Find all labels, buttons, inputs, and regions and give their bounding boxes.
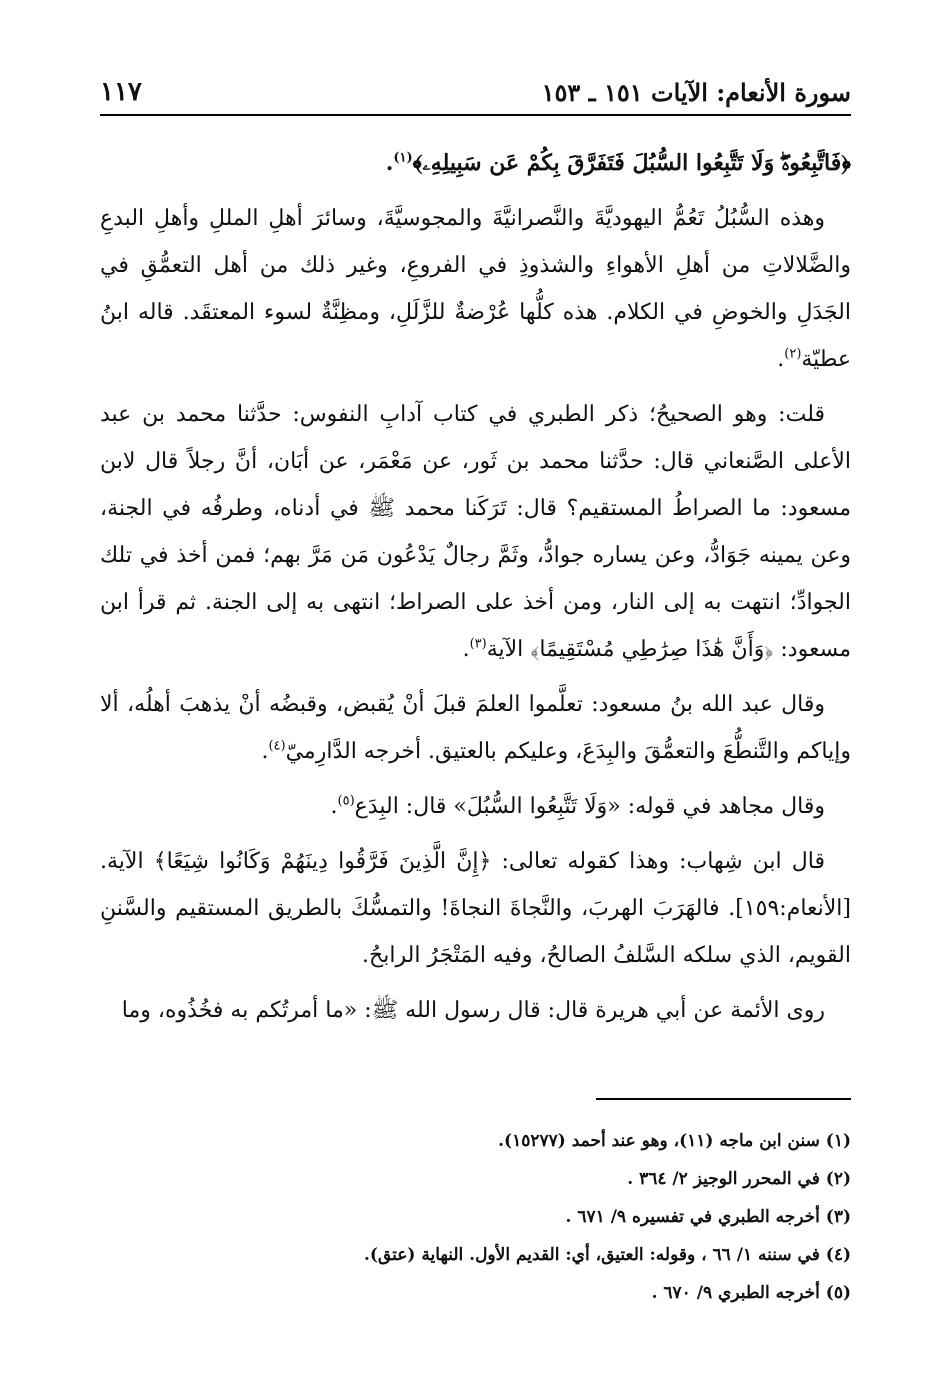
paragraph: وقال عبد الله بنُ مسعود: تعلَّموا العلمَ قبلَ أنْ يُقبض، وقبضُه أنْ يذهبَ أهلُه، ألا وإياكم والتَّنطُّعَ والتعمُّقَ والبِدَعَ، وعليكم بالعتيق. أخرجه الدَّارِميّ$^{(٤)}$. <box>100 692 851 764</box>
footnote: (٢) في المحرر الوجيز ٢/ ٣٦٤ . <box>627 1169 851 1189</box>
footnote-ref: (٤) <box>268 738 286 754</box>
footnote-ref: (٢) <box>784 346 802 362</box>
paragraph: قال ابن شِهاب: وهذا كقوله تعالى: ﴿إِنَّ الَّذِينَ فَرَّقُوا دِينَهُمْ وَكَانُوا شِيَعًا﴾ الآية. [الأنعام:١٥٩]. فالهَرَبَ الهربَ، والنَّجاةَ النجاةَ! والتمسُّكَ بالطريق المستقيم والسَّننِ القويم، الذي سلكه السَّلفُ الصالحُ، وفيه المَتْجَرُ الرابحُ. <box>100 849 851 968</box>
paragraph: روى الأئمة عن أبي هريرة قال: قال رسول الله ﷺ: «ما أمرتُكم به فخُذُوه، وما <box>121 998 825 1023</box>
footnote-ref: (١) <box>393 150 413 166</box>
paragraph: وقال مجاهد في قوله: «وَلَا تَتَّبِعُوا السُّبُلَ» قال: البِدَع$^{(٥)}$. <box>330 793 825 819</box>
footnote-divider <box>596 1098 851 1100</box>
paragraph: قلت: وهو الصحيحُ؛ ذكر الطبري في كتاب آدابِ النفوس: حدَّثنا محمد بن عبد الأعلى الصَّنعاني قال: حدَّثنا محمد بن ثَور، عن مَعْمَر، عن أبَان، أنَّ رجلاً قال لابن مسعود: ما الصراطُ المستقيم؟ قال: تَرَكَنا محمد ﷺ في أدناه، وطرفُه في الجنة، وعن يمينه جَوَادُّ، وعن يساره جوادُّ، وثَمَّ رجالٌ يَدْعُون مَن مَرَّ بهم؛ فمن أخذ في تلك الجوادِّ؛ انتهت به إلى النار، ومن أخذ على الصراط؛ انتهى به إلى الجنة. ثم قرأ ابن مسعود: ﴿وَأَنَّ هَٰذَا صِرَٰطِي مُسْتَقِيمًا﴾ الآية$^{(٣)}$. <box>100 402 851 662</box>
footnote: (٣) أخرجه الطبري في تفسيره ٩/ ٦٧١ . <box>565 1207 851 1227</box>
footnote-ref: (٣) <box>469 636 487 652</box>
running-header <box>100 70 851 116</box>
paragraph: وهذه السُّبُلُ تَعُمُّ اليهوديَّةَ والنَّصرانيَّةَ والمجوسيَّةَ، وسائرَ أهلِ المللِ وأهلِ البدعِ والضَّلالاتِ من أهلِ الأهواءِ والشذوذِ في الفروعِ، وغير ذلك من أهل التعمُّقِ في الجَدَلِ والخوضِ في الكلام. هذه كلُّها عُرْضةٌ للزَّلَلِ، ومظِنَّةٌ لسوء المعتقَد. قاله ابنُ عطيّة$^{(٢)}$. <box>100 206 851 372</box>
footnotes <box>100 1122 851 1312</box>
footnote-ref: (٥) <box>337 793 355 809</box>
verse-line: ﴿فَاتَّبِعُوهُۖ وَلَا تَتَّبِعُوا السُّبُلَ فَتَفَرَّقَ بِكُمْ عَن سَبِيلِهِۦ﴾$^{(١)}$. <box>385 150 851 176</box>
chapter-title: سورة الأنعام: الآيات ١٥١ ـ ١٥٣ <box>541 77 851 107</box>
footnote: (١) سنن ابن ماجه (١١)، وهو عند أحمد (١٥٢٧٧). <box>498 1131 851 1151</box>
footnote: (٥) أخرجه الطبري ٩/ ٦٧٠ . <box>651 1283 851 1303</box>
footnote: (٤) في سننه ١/ ٦٦ ، وقوله: العتيق، أي: القديم الأول. النهاية (عتق). <box>363 1245 851 1265</box>
page-number: ١١٧ <box>100 77 142 107</box>
main-text <box>100 140 851 1042</box>
